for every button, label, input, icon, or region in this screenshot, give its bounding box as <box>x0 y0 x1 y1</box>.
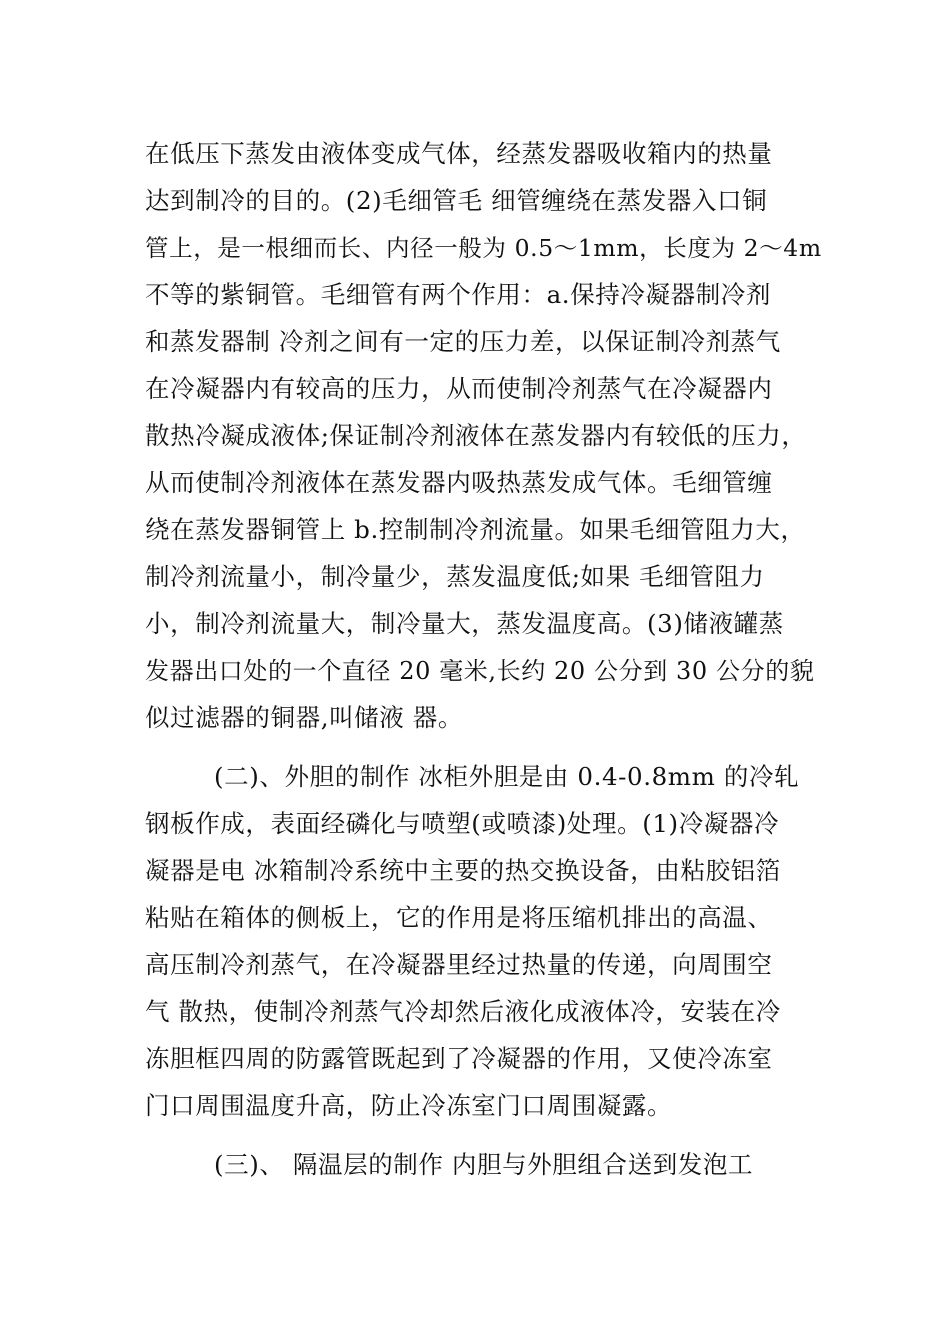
text-line: 小，制冷剂流量大，制冷量大，蒸发温度高。(3)储液罐蒸 <box>145 609 784 638</box>
text-line: 达到制冷的目的。(2)毛细管毛 细管缠绕在蒸发器入口铜 <box>145 186 768 215</box>
text-line: 在低压下蒸发由液体变成气体，经蒸发器吸收箱内的热量 <box>145 139 773 168</box>
text-line: 高压制冷剂蒸气，在冷凝器里经过热量的传递，向周围空 <box>145 950 773 979</box>
text-line: 冻胆框四周的防露管既起到了冷凝器的作用，又使冷冻室 <box>145 1044 773 1073</box>
text-line: 粘贴在箱体的侧板上，它的作用是将压缩机排出的高温、 <box>145 903 773 932</box>
text-line: 发器出口处的一个直径 20 毫米,长约 20 公分到 30 公分的貌 <box>145 657 815 685</box>
text-line: 不等的紫铜管。毛细管有两个作用：a.保持冷凝器制冷剂 <box>145 280 771 309</box>
section-heading-line: (三)、 隔温层的制作 内胆与外胆组合送到发泡工 <box>214 1150 754 1179</box>
text-line: 散热冷凝成液体;保证制冷剂液体在蒸发器内有较低的压力， <box>145 421 807 450</box>
text-line: 凝器是电 冰箱制冷系统中主要的热交换设备，由粘胶铝箔 <box>145 856 781 885</box>
text-line: 从而使制冷剂液体在蒸发器内吸热蒸发成气体。毛细管缠 <box>145 468 773 497</box>
text-line: 在冷凝器内有较高的压力，从而使制冷剂蒸气在冷凝器内 <box>145 374 773 403</box>
text-line: 似过滤器的铜器,叫储液 器。 <box>145 703 463 732</box>
text-line: 气 散热，使制冷剂蒸气冷却然后液化成液体冷，安装在冷 <box>145 997 781 1026</box>
section-heading-line: (二)、外胆的制作 冰柜外胆是由 0.4-0.8mm 的冷轧 <box>214 762 800 791</box>
text-line: 门口周围温度升高，防止冷冻室门口周围凝露。 <box>145 1091 673 1120</box>
text-line: 制冷剂流量小，制冷量少，蒸发温度低;如果 毛细管阻力 <box>145 562 765 591</box>
text-line: 钢板作成，表面经磷化与喷塑(或喷漆)处理。(1)冷凝器冷 <box>145 809 780 838</box>
text-line: 和蒸发器制 冷剂之间有一定的压力差，以保证制冷剂蒸气 <box>145 327 781 356</box>
text-line: 绕在蒸发器铜管上 b.控制制冷剂流量。如果毛细管阻力大， <box>145 515 806 544</box>
text-line: 管上，是一根细而长、内径一般为 0.5～1mm，长度为 2～4m <box>145 234 822 262</box>
